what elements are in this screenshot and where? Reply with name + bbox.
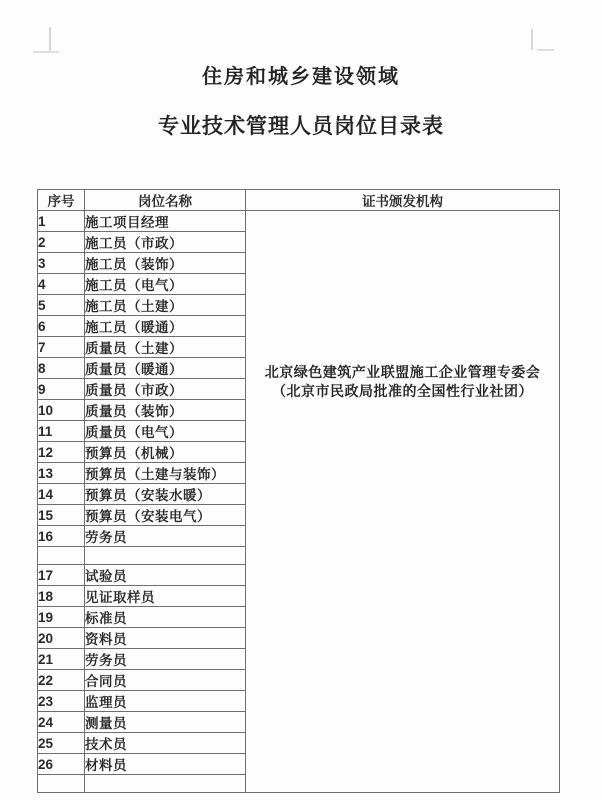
position-name-cell: 劳务员: [85, 526, 246, 547]
position-name-cell: 预算员（土建与装饰）: [85, 463, 246, 484]
position-name-cell: 预算员（安装水暖）: [85, 484, 246, 505]
position-name-cell: 标准员: [85, 607, 246, 628]
header-issuing-authority: 证书颁发机构: [246, 190, 560, 211]
row-number-cell: 6: [38, 316, 85, 337]
issuer-line1: 北京绿色建筑产业联盟施工企业管理专委会: [264, 364, 541, 380]
scan-corner-mark-top-left: [33, 51, 59, 53]
issuer-line2: （北京市民政局批准的全国性行业社团）: [272, 383, 533, 399]
position-name-cell: 施工项目经理: [85, 211, 246, 232]
table-header-row: [38, 190, 560, 211]
row-number-cell: 8: [38, 358, 85, 379]
position-name-cell: 资料员: [85, 628, 246, 649]
position-name-cell: 质量员（土建）: [85, 337, 246, 358]
scan-corner-mark-top-left: [49, 27, 51, 52]
position-name-cell: 技术员: [85, 733, 246, 754]
row-number-cell: 4: [38, 274, 85, 295]
position-directory-table: [37, 189, 560, 793]
position-name-cell: 施工员（土建）: [85, 295, 246, 316]
row-number-cell: 13: [38, 463, 85, 484]
position-name-cell: 预算员（机械）: [85, 442, 246, 463]
row-number-cell: 7: [38, 337, 85, 358]
document-title-line1: 住房和城乡建设领域: [202, 66, 400, 88]
position-name-cell: 施工员（市政）: [85, 232, 246, 253]
row-number-cell: 11: [38, 421, 85, 442]
row-number-cell: 3: [38, 253, 85, 274]
row-number-cell: 12: [38, 442, 85, 463]
issuer-text-block: [246, 211, 559, 401]
row-number-cell: 19: [38, 607, 85, 628]
position-name-cell: 监理员: [85, 691, 246, 712]
row-number-cell: 24: [38, 712, 85, 733]
row-number-cell: 22: [38, 670, 85, 691]
row-number-cell: 15: [38, 505, 85, 526]
position-name-cell: 质量员（装饰）: [85, 400, 246, 421]
row-number-cell: 17: [38, 565, 85, 586]
row-number-cell: 21: [38, 649, 85, 670]
position-name-cell: 测量员: [85, 712, 246, 733]
position-name-cell: 施工员（装饰）: [85, 253, 246, 274]
position-name-cell: 施工员（暖通）: [85, 316, 246, 337]
row-number-cell: 10: [38, 400, 85, 421]
header-serial-number: 序号: [38, 190, 85, 211]
position-name-cell: 施工员（电气）: [85, 274, 246, 295]
issuer-cell: [246, 211, 560, 793]
scan-corner-mark-top-right: [531, 29, 533, 50]
empty-cell: [85, 775, 246, 793]
position-name-cell: 质量员（暖通）: [85, 358, 246, 379]
scan-corner-mark-top-right: [537, 49, 554, 51]
position-name-cell: 试验员: [85, 565, 246, 586]
header-position-name: 岗位名称: [85, 190, 246, 211]
row-number-cell: 1: [38, 211, 85, 232]
row-number-cell: 16: [38, 526, 85, 547]
position-name-cell: 劳务员: [85, 649, 246, 670]
row-number-cell: 25: [38, 733, 85, 754]
row-number-cell: 2: [38, 232, 85, 253]
position-name-cell: 预算员（安装电气）: [85, 505, 246, 526]
empty-cell: [38, 775, 85, 793]
row-number-cell: 23: [38, 691, 85, 712]
row-number-cell: 9: [38, 379, 85, 400]
document-title-line2: 专业技术管理人员岗位目录表: [158, 115, 444, 138]
position-name-cell: 质量员（市政）: [85, 379, 246, 400]
position-name-cell: 质量员（电气）: [85, 421, 246, 442]
row-number-cell: 5: [38, 295, 85, 316]
position-name-cell: 材料员: [85, 754, 246, 775]
row-number-cell: 26: [38, 754, 85, 775]
empty-cell: [38, 547, 85, 565]
row-number-cell: 14: [38, 484, 85, 505]
position-name-cell: 见证取样员: [85, 586, 246, 607]
row-number-cell: 18: [38, 586, 85, 607]
row-number-cell: 20: [38, 628, 85, 649]
position-name-cell: 合同员: [85, 670, 246, 691]
table-row: [38, 211, 560, 232]
empty-cell: [85, 547, 246, 565]
